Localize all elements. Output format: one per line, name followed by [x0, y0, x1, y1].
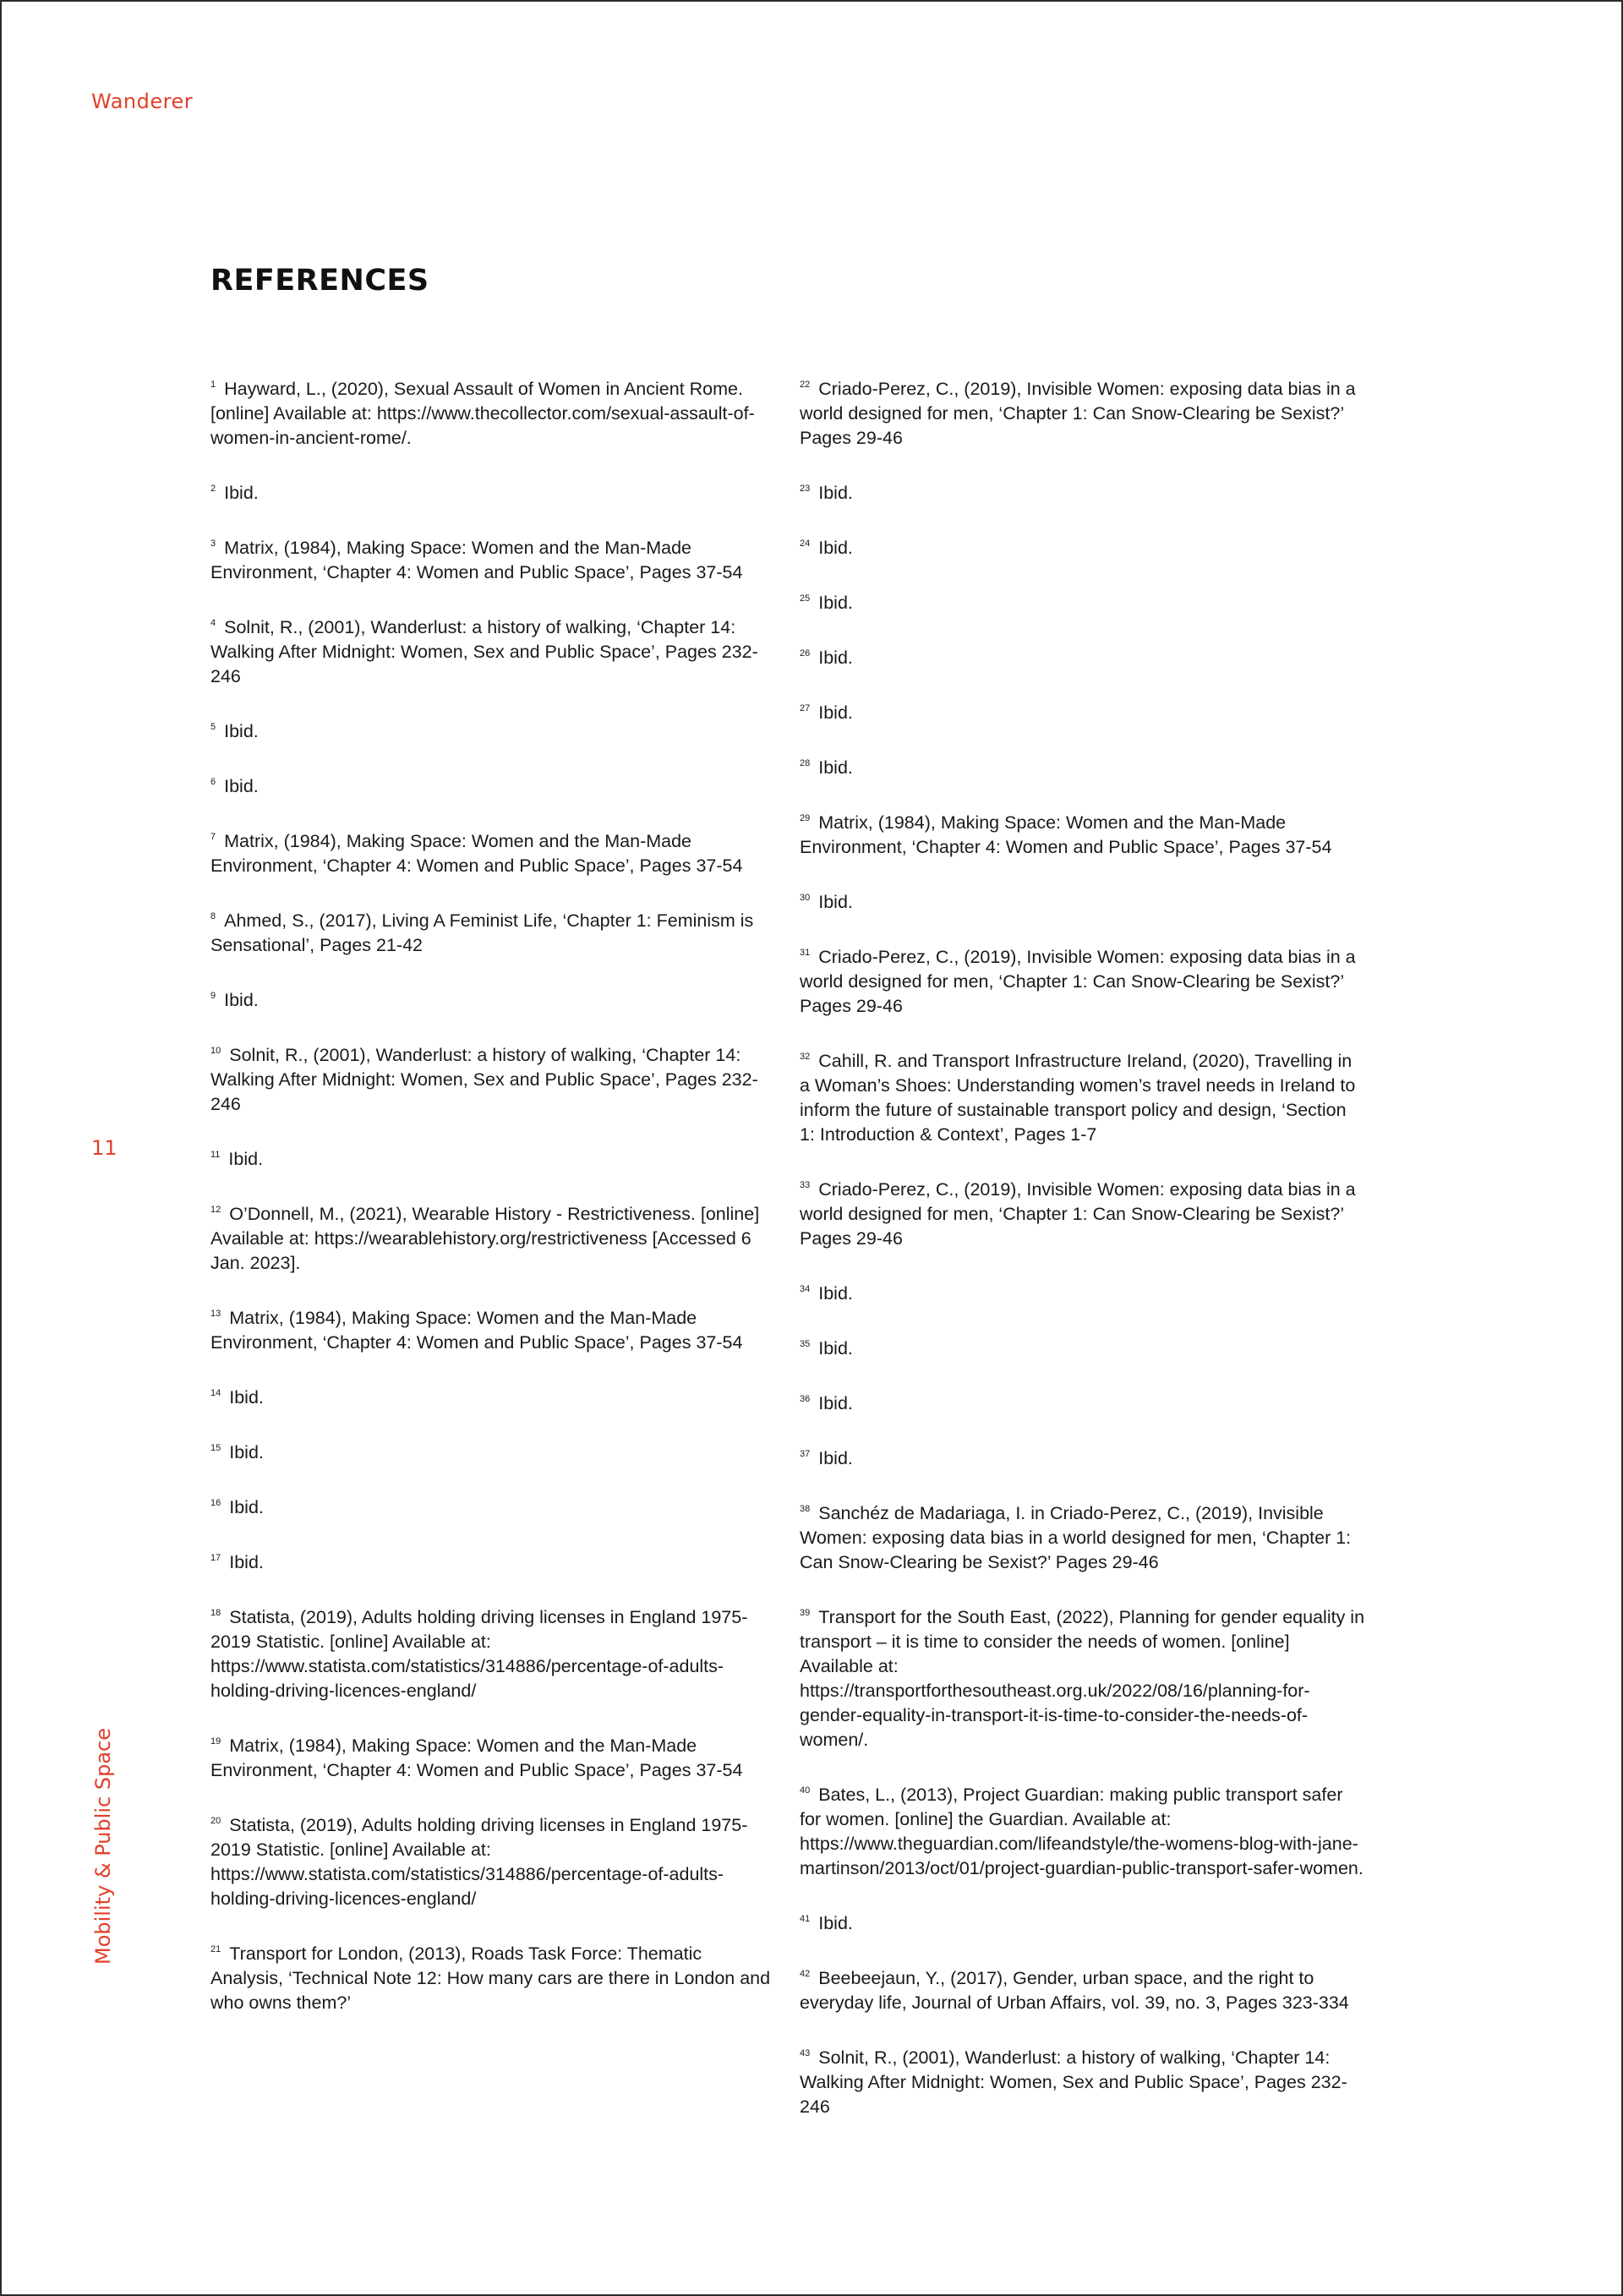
- reference-text: Criado-Perez, C., (2019), Invisible Women: exposing data bias in a world designed for men, ‘Chapter 1: Can Snow-Clearing be Sexist?’ Pages 29-46: [800, 1179, 1356, 1249]
- reference-number: 21: [210, 1944, 221, 1954]
- reference-number: 4: [210, 618, 216, 628]
- reference-number: 13: [210, 1309, 221, 1319]
- reference-text: Solnit, R., (2001), Wanderlust: a history of walking, ‘Chapter 14: Walking After Midnight: Women, Sex and Public Space’, Pages 232-246: [800, 2047, 1347, 2117]
- reference-item: [210, 1605, 777, 1703]
- reference-item: [800, 481, 1366, 506]
- reference-number: 33: [800, 1180, 811, 1190]
- reference-item: [800, 1282, 1366, 1306]
- reference-text: Ibid.: [818, 593, 853, 613]
- reference-item: [800, 2046, 1366, 2119]
- reference-number: 36: [800, 1394, 811, 1404]
- reference-number: 20: [210, 1816, 221, 1826]
- reference-number: 42: [800, 1969, 811, 1979]
- reference-item: [800, 1337, 1366, 1361]
- reference-number: 3: [210, 538, 216, 549]
- reference-item: [800, 1501, 1366, 1575]
- reference-text: Criado-Perez, C., (2019), Invisible Women: exposing data bias in a world designed for men, ‘Chapter 1: Can Snow-Clearing be Sexist?’ Pages 29-46: [800, 947, 1356, 1016]
- reference-number: 11: [210, 1150, 221, 1160]
- reference-text: Hayward, L., (2020), Sexual Assault of Women in Ancient Rome. [online] Available at: https://www.thecollector.com/sexual-assault-of-women-in-ancient-rome/.: [210, 379, 755, 448]
- reference-text: Matrix, (1984), Making Space: Women and the Man-Made Environment, ‘Chapter 4: Women and Public Space’, Pages 37-54: [210, 1308, 743, 1353]
- reference-text: Matrix, (1984), Making Space: Women and the Man-Made Environment, ‘Chapter 4: Women and Public Space’, Pages 37-54: [210, 1736, 743, 1780]
- reference-item: [800, 1391, 1366, 1416]
- reference-text: Ibid.: [818, 702, 853, 723]
- reference-text: Ahmed, S., (2017), Living A Feminist Life, ‘Chapter 1: Feminism is Sensational’, Pages 21-42: [210, 910, 754, 955]
- reference-number: 39: [800, 1608, 811, 1618]
- page-number: 11: [91, 1136, 117, 1160]
- reference-number: 9: [210, 991, 216, 1001]
- reference-item: [800, 591, 1366, 615]
- reference-number: 6: [210, 777, 216, 787]
- reference-text: Ibid.: [818, 1393, 853, 1413]
- reference-number: 8: [210, 911, 216, 921]
- reference-item: [210, 481, 777, 506]
- reference-number: 26: [800, 648, 811, 659]
- reference-item: [210, 1306, 777, 1355]
- reference-item: [210, 1495, 777, 1520]
- reference-number: 40: [800, 1785, 811, 1796]
- reference-item: [210, 377, 777, 451]
- reference-text: Statista, (2019), Adults holding driving licenses in England 1975-2019 Statistic. [online] Available at: https://www.statista.com/statistics/314886/percentage-of-adults-holding-driving-licences-england/: [210, 1607, 748, 1701]
- reference-number: 29: [800, 813, 811, 823]
- reference-text: Transport for London, (2013), Roads Task Force: Thematic Analysis, ‘Technical Note 12: How many cars are there in London and who owns them?’: [210, 1943, 771, 2013]
- page-title: REFERENCES: [210, 264, 429, 298]
- reference-item: [210, 1147, 777, 1172]
- reference-text: Sanchéz de Madariaga, I. in Criado-Perez, C., (2019), Invisible Women: exposing data bias in a world designed for men, ‘Chapter 1: Can Snow-Clearing be Sexist?’ Pages 29-46: [800, 1503, 1352, 1572]
- reference-text: Solnit, R., (2001), Wanderlust: a history of walking, ‘Chapter 14: Walking After Midnight: Women, Sex and Public Space’, Pages 232-246: [210, 617, 758, 686]
- reference-number: 30: [800, 893, 811, 903]
- reference-item: [210, 1386, 777, 1410]
- reference-text: Ibid.: [818, 483, 853, 503]
- reference-number: 27: [800, 703, 811, 713]
- reference-item: [800, 811, 1366, 860]
- reference-number: 38: [800, 1504, 811, 1514]
- reference-item: [210, 1942, 777, 2015]
- reference-text: Ibid.: [818, 538, 853, 558]
- reference-number: 25: [800, 593, 811, 604]
- reference-item: [800, 1049, 1366, 1147]
- reference-number: 12: [210, 1205, 221, 1215]
- reference-text: Matrix, (1984), Making Space: Women and the Man-Made Environment, ‘Chapter 4: Women and Public Space’, Pages 37-54: [210, 538, 743, 582]
- reference-text: Matrix, (1984), Making Space: Women and the Man-Made Environment, ‘Chapter 4: Women and Public Space’, Pages 37-54: [210, 831, 743, 876]
- reference-text: Ibid.: [224, 990, 259, 1010]
- section-label: Mobility & Public Space: [91, 1727, 115, 1965]
- reference-number: 15: [210, 1443, 221, 1453]
- reference-text: Ibid.: [224, 776, 259, 796]
- reference-number: 2: [210, 484, 216, 494]
- reference-item: [800, 536, 1366, 560]
- reference-item: [210, 909, 777, 958]
- reference-text: Ibid.: [818, 1283, 853, 1304]
- reference-item: [210, 719, 777, 744]
- reference-text: Ibid.: [229, 1497, 264, 1517]
- reference-number: 41: [800, 1914, 811, 1924]
- running-head: Wanderer: [91, 90, 194, 113]
- reference-text: Transport for the South East, (2022), Planning for gender equality in transport – it is time to consider the needs of women. [online] Available at: https://transportforthesoutheast.org.uk/2022/08/16/planning-for-gender-equality-in-transport-it-is-time-to-consider-the-needs-of-women/.: [800, 1607, 1365, 1750]
- reference-text: Ibid.: [229, 1552, 264, 1572]
- reference-text: Ibid.: [228, 1149, 264, 1169]
- reference-item: [800, 756, 1366, 780]
- reference-item: [210, 1813, 777, 1911]
- reference-item: [210, 829, 777, 878]
- reference-text: Cahill, R. and Transport Infrastructure Ireland, (2020), Travelling in a Woman’s Shoes: Understanding women’s travel needs in Ireland to inform the future of sustainable transport policy and design, ‘Section 1: Introduction & Context’, Pages 1-7: [800, 1051, 1356, 1145]
- reference-number: 22: [800, 380, 811, 390]
- reference-item: [210, 615, 777, 689]
- reference-text: Ibid.: [818, 892, 853, 912]
- reference-number: 23: [800, 484, 811, 494]
- reference-number: 7: [210, 832, 216, 842]
- reference-number: 17: [210, 1553, 221, 1563]
- reference-item: [800, 646, 1366, 670]
- reference-item: [800, 1966, 1366, 2015]
- reference-text: Ibid.: [229, 1387, 264, 1408]
- reference-number: 32: [800, 1052, 811, 1062]
- reference-item: [210, 536, 777, 585]
- reference-text: Solnit, R., (2001), Wanderlust: a history of walking, ‘Chapter 14: Walking After Midnight: Women, Sex and Public Space’, Pages 232-246: [210, 1045, 758, 1114]
- reference-text: Ibid.: [818, 757, 853, 778]
- reference-item: [800, 1178, 1366, 1251]
- reference-item: [210, 1043, 777, 1117]
- reference-item: [800, 945, 1366, 1019]
- reference-item: [800, 377, 1366, 451]
- reference-number: 43: [800, 2048, 811, 2058]
- reference-number: 18: [210, 1608, 221, 1618]
- reference-number: 1: [210, 380, 216, 390]
- reference-text: Statista, (2019), Adults holding driving licenses in England 1975-2019 Statistic. [online] Available at: https://www.statista.com/statistics/314886/percentage-of-adults-holding-driving-licences-england/: [210, 1815, 748, 1909]
- reference-item: [800, 1605, 1366, 1752]
- reference-number: 5: [210, 722, 216, 732]
- reference-item: [210, 774, 777, 799]
- reference-number: 37: [800, 1449, 811, 1459]
- reference-item: [800, 1911, 1366, 1936]
- reference-item: [800, 1446, 1366, 1471]
- reference-number: 14: [210, 1388, 221, 1398]
- reference-number: 35: [800, 1339, 811, 1349]
- reference-text: Ibid.: [818, 1448, 853, 1468]
- reference-text: Matrix, (1984), Making Space: Women and the Man-Made Environment, ‘Chapter 4: Women and Public Space’, Pages 37-54: [800, 812, 1332, 857]
- reference-text: Ibid.: [818, 1913, 853, 1933]
- reference-text: Ibid.: [229, 1442, 264, 1462]
- reference-number: 19: [210, 1736, 221, 1747]
- reference-text: O’Donnell, M., (2021), Wearable History - Restrictiveness. [online] Available at: https://wearablehistory.org/restrictiveness [Accessed 6 Jan. 2023].: [210, 1204, 760, 1273]
- reference-number: 24: [800, 538, 811, 549]
- reference-text: Ibid.: [818, 1338, 853, 1358]
- reference-item: [210, 988, 777, 1013]
- reference-item: [210, 1550, 777, 1575]
- references-column-left: [210, 377, 777, 2046]
- reference-item: [800, 890, 1366, 915]
- reference-item: [800, 1783, 1366, 1881]
- references-column-right: [800, 377, 1366, 2150]
- reference-text: Beebeejaun, Y., (2017), Gender, urban space, and the right to everyday life, Journal of Urban Affairs, vol. 39, no. 3, Pages 323-334: [800, 1968, 1349, 2013]
- reference-number: 34: [800, 1284, 811, 1294]
- reference-number: 31: [800, 948, 811, 958]
- reference-text: Ibid.: [224, 721, 259, 741]
- reference-item: [210, 1202, 777, 1276]
- reference-item: [210, 1440, 777, 1465]
- reference-item: [210, 1734, 777, 1783]
- reference-number: 10: [210, 1046, 221, 1056]
- reference-text: Bates, L., (2013), Project Guardian: making public transport safer for women. [online] the Guardian. Available at: https://www.theguardian.com/lifeandstyle/the-womens-blog-with-jane-martinson/2013/oct/01/project-guardian-public-transport-safer-women.: [800, 1785, 1363, 1878]
- reference-text: Criado-Perez, C., (2019), Invisible Women: exposing data bias in a world designed for men, ‘Chapter 1: Can Snow-Clearing be Sexist?’ Pages 29-46: [800, 379, 1356, 448]
- reference-item: [800, 701, 1366, 725]
- reference-number: 16: [210, 1498, 221, 1508]
- reference-text: Ibid.: [224, 483, 259, 503]
- reference-number: 28: [800, 758, 811, 768]
- reference-text: Ibid.: [818, 648, 853, 668]
